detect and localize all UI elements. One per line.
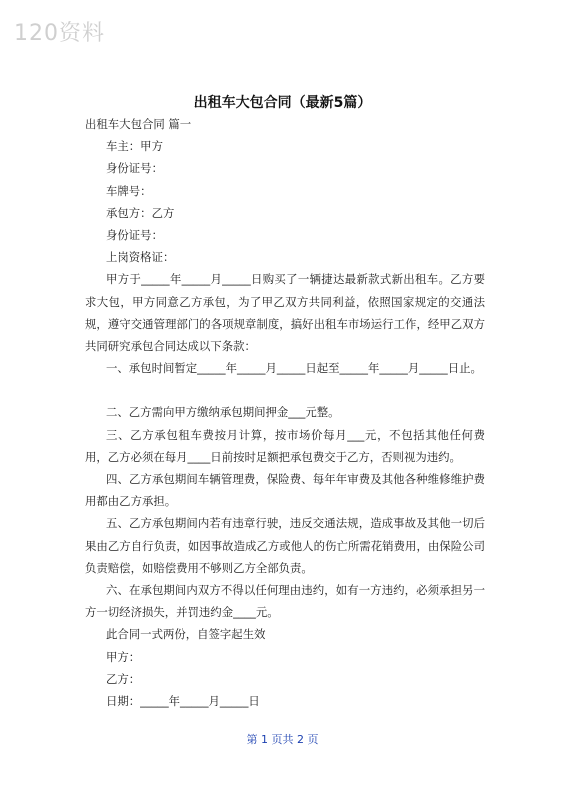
page-footer: 第 1 页共 2 页 [246, 733, 319, 746]
field-plate-number: 车牌号： [106, 183, 152, 198]
term-1: 一、承包时间暂定_____年_____月_____日起至_____年_____月_____日止。 [106, 361, 482, 376]
document-body [85, 113, 485, 712]
watermark-logo: 120资料 [14, 21, 105, 46]
signature-party-b: 乙方： [106, 671, 141, 686]
intro-paragraph: 甲方于_____年_____月_____日购买了一辆捷达最新款式新出租车。乙方要求大包，甲方同意乙方承包，为了甲乙双方共同利益，依照国家规定的交通法规，遵守交通管理部门的各项规章制度，搞好出租车市场运行工作，经甲乙双方共同研究承包合同达成以下条款： [85, 272, 485, 354]
term-4: 四、乙方承包期间车辆管理费，保险费、每年年审费及其他各种维修维护费用都由乙方承担。 [85, 472, 485, 509]
closing-line: 此合同一式两份，自签字起生效 [106, 627, 266, 642]
field-license: 上岗资格证： [106, 250, 175, 265]
term-3: 三、乙方承包租车费按月计算，按市场价每月___元，不包括其他任何费用，乙方必须在每月____日前按时足额把承包费交于乙方，否则视为违约。 [85, 427, 485, 464]
spacer [85, 379, 485, 401]
field-owner-id: 身份证号： [106, 161, 163, 176]
signature-party-a: 甲方： [106, 649, 141, 664]
term-5: 五、乙方承包期间内若有违章行驶，违反交通法规，造成事故及其他一切后果由乙方自行负责，如因事故造成乙方或他人的伤亡所需花销费用，由保险公司负责赔偿，如赔偿费用不够则乙方全部负责。 [85, 516, 485, 575]
field-contractor: 承包方：乙方 [106, 205, 175, 220]
signature-date: 日期：_____年_____月_____日 [106, 694, 260, 709]
term-6: 六、在承包期间内双方不得以任何理由违约，如有一方违约，必须承担另一方一切经济损失，并罚违约金____元。 [85, 583, 485, 620]
section-heading: 出租车大包合同 篇一 [85, 117, 192, 131]
field-owner: 车主：甲方 [106, 139, 163, 154]
term-2: 二、乙方需向甲方缴纳承包期间押金___元整。 [106, 405, 340, 420]
field-contractor-id: 身份证号： [106, 228, 163, 243]
page-title: 出租车大包合同（最新5篇） [193, 95, 372, 111]
